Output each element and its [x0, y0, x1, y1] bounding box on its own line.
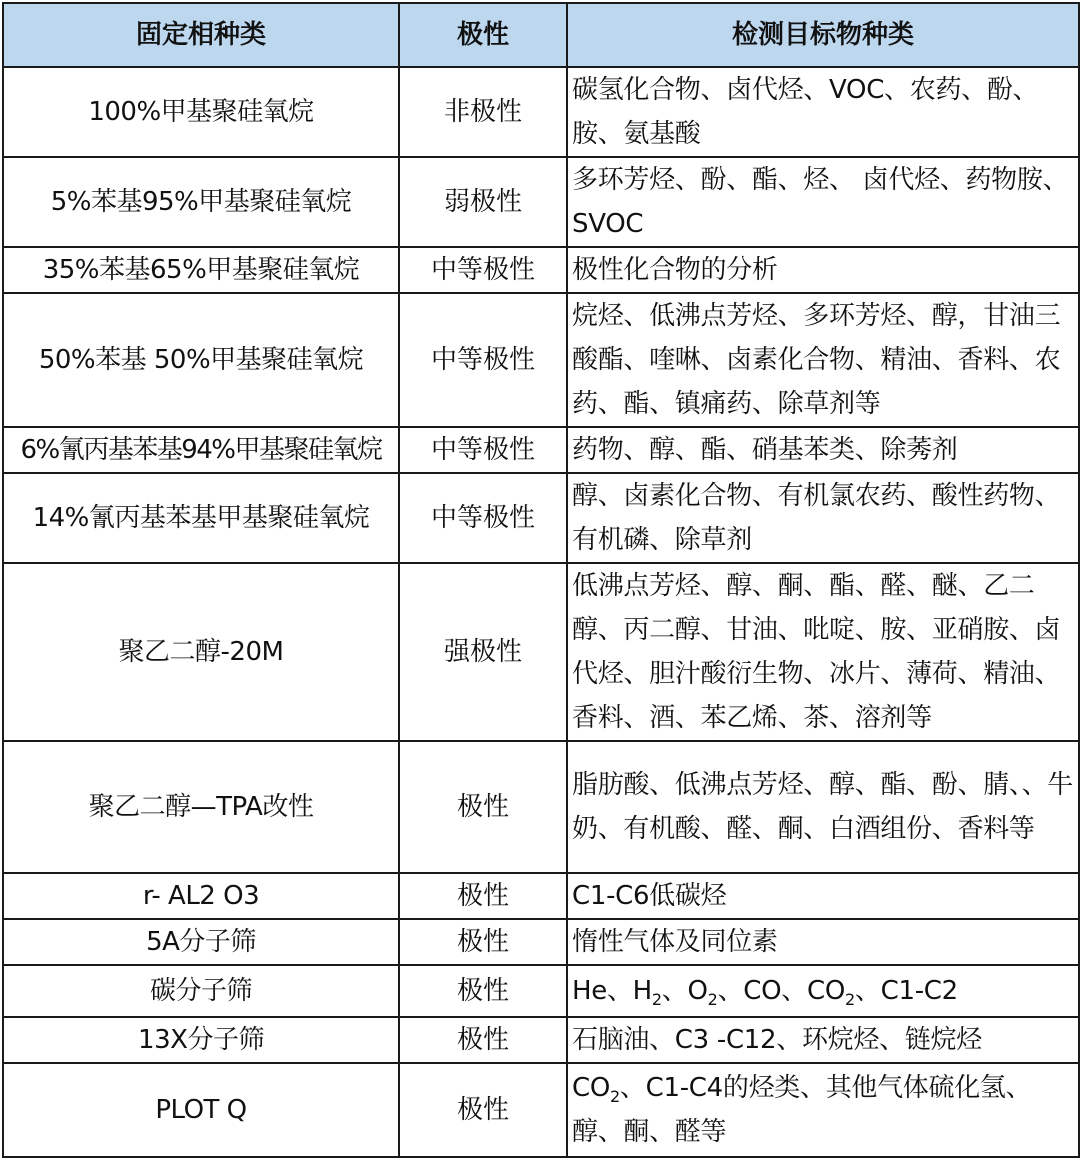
targets-cell: 低沸点芳烃、醇、酮、酯、醛、醚、乙二醇、丙二醇、甘油、吡啶、胺、亚硝胺、卤代烃、胆汁酸衍生物、冰片、薄荷、精油、香料、酒、苯乙烯、茶、溶剂等 — [567, 563, 1079, 741]
targets-cell: 脂肪酸、低沸点芳烃、醇、酯、酚、腈、、牛奶、有机酸、醛、酮、白酒组份、香料等 — [567, 741, 1079, 873]
targets-cell: 惰性气体及同位素 — [567, 919, 1079, 965]
targets-cell: $CO_2$、C1-C4的烃类、其他气体硫化氢、醇、酮、醛等 — [567, 1063, 1079, 1157]
phase-cell: 5A分子筛 — [3, 919, 399, 965]
header-row — [3, 3, 1079, 67]
phase-cell: 14%氰丙基苯基甲基聚硅氧烷 — [3, 473, 399, 563]
polarity-cell: 极性 — [399, 741, 567, 873]
table-row — [3, 1063, 1079, 1157]
header-polarity: 极性 — [399, 3, 567, 67]
table-row — [3, 473, 1079, 563]
polarity-cell: 极性 — [399, 873, 567, 919]
polarity-cell: 极性 — [399, 965, 567, 1017]
polarity-cell: 非极性 — [399, 67, 567, 157]
polarity-cell: 中等极性 — [399, 427, 567, 473]
table-row — [3, 563, 1079, 741]
phase-cell: 6%氰丙基苯基94%甲基聚硅氧烷 — [3, 427, 399, 473]
targets-cell: 醇、卤素化合物、有机氯农药、酸性药物、有机磷、除草剂 — [567, 473, 1079, 563]
polarity-cell: 中等极性 — [399, 247, 567, 293]
phase-cell: 13X分子筛 — [3, 1017, 399, 1063]
table-row — [3, 293, 1079, 427]
header-stationary-phase: 固定相种类 — [3, 3, 399, 67]
phase-cell: 聚乙二醇-20M — [3, 563, 399, 741]
phase-cell: 50%苯基 50%甲基聚硅氧烷 — [3, 293, 399, 427]
table-row — [3, 1017, 1079, 1063]
phase-cell: PLOT Q — [3, 1063, 399, 1157]
polarity-cell: 强极性 — [399, 563, 567, 741]
polarity-cell: 极性 — [399, 919, 567, 965]
phase-cell: 35%苯基65%甲基聚硅氧烷 — [3, 247, 399, 293]
polarity-cell: 中等极性 — [399, 293, 567, 427]
targets-cell: 烷烃、低沸点芳烃、多环芳烃、醇，甘油三酸酯、喹啉、卤素化合物、精油、香料、农药、酯、镇痛药、除草剂等 — [567, 293, 1079, 427]
targets-cell: 药物、醇、酯、硝基苯类、除莠剂 — [567, 427, 1079, 473]
polarity-cell: 极性 — [399, 1063, 567, 1157]
targets-cell: C1-C6低碳烃 — [567, 873, 1079, 919]
phase-cell: r- AL2 O3 — [3, 873, 399, 919]
phase-cell: 聚乙二醇—TPA改性 — [3, 741, 399, 873]
table-row — [3, 157, 1079, 247]
table-row — [3, 247, 1079, 293]
polarity-cell: 中等极性 — [399, 473, 567, 563]
header-target-analytes: 检测目标物种类 — [567, 3, 1079, 67]
table-row — [3, 741, 1079, 873]
targets-cell: 多环芳烃、酚、酯、烃、 卤代烃、药物胺、SVOC — [567, 157, 1079, 247]
stationary-phase-table — [2, 2, 1080, 1158]
polarity-cell: 弱极性 — [399, 157, 567, 247]
table-row — [3, 919, 1079, 965]
targets-cell: 石脑油、C3 -C12、环烷烃、链烷烃 — [567, 1017, 1079, 1063]
phase-cell: 5%苯基95%甲基聚硅氧烷 — [3, 157, 399, 247]
table-row — [3, 873, 1079, 919]
table-row — [3, 965, 1079, 1017]
polarity-cell: 极性 — [399, 1017, 567, 1063]
phase-cell: 100%甲基聚硅氧烷 — [3, 67, 399, 157]
phase-cell: 碳分子筛 — [3, 965, 399, 1017]
table-row — [3, 427, 1079, 473]
targets-cell: He、$H_2$、$O_2$、CO、$CO_2$、C1-C2 — [567, 965, 1079, 1017]
targets-cell: 极性化合物的分析 — [567, 247, 1079, 293]
table-row — [3, 67, 1079, 157]
targets-cell: 碳氢化合物、卤代烃、VOC、农药、酚、胺、氨基酸 — [567, 67, 1079, 157]
